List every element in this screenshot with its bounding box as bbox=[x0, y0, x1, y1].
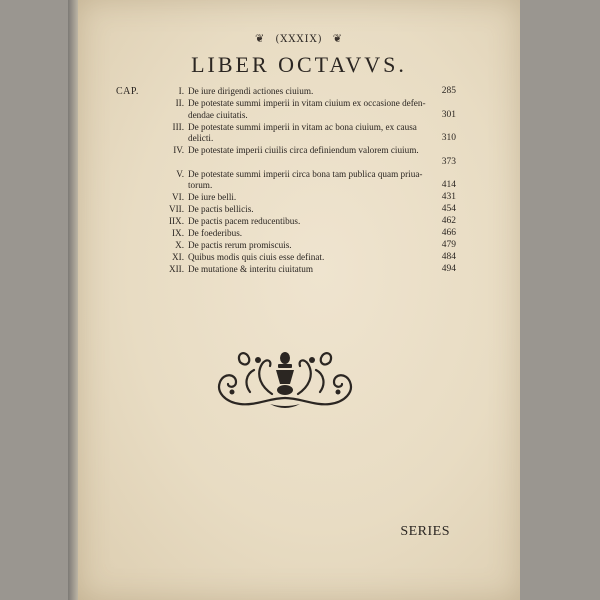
chapter-number: X. bbox=[175, 240, 184, 250]
page-number: 373 bbox=[441, 156, 456, 167]
book-page bbox=[78, 0, 520, 600]
page-number: 301 bbox=[441, 109, 456, 120]
chapter-title: De potestate summi imperii in vitam ac bona ciuium, ex causa bbox=[188, 121, 417, 132]
fleuron-left-icon: ❦ bbox=[254, 32, 266, 45]
chapter-title: De potestate summi imperii in vitam ciuium ex occasione defen- bbox=[188, 98, 426, 108]
chapter-title: De iure dirigendi actiones ciuium. bbox=[188, 86, 314, 96]
chapter-title-continued: dendae ciuitatis. bbox=[188, 109, 248, 120]
toc-entry bbox=[116, 204, 456, 216]
page-number: 484 bbox=[441, 252, 456, 262]
floral-ornament-icon bbox=[210, 348, 360, 414]
page-title: LIBER OCTAVVS. bbox=[191, 52, 407, 77]
toc-entry bbox=[116, 86, 456, 98]
chapter-title: De potestate summi imperii circa bona tam publica quam priua- bbox=[188, 168, 423, 179]
chapter-number: XII. bbox=[168, 264, 184, 274]
cap-label: CAP. bbox=[116, 86, 139, 97]
toc-entry bbox=[116, 240, 456, 252]
chapter-title: De pactis pacem reducentibus. bbox=[188, 216, 301, 226]
page-number: 454 bbox=[441, 204, 456, 214]
chapter-title: De potestate imperii ciuilis circa definiendum valorem ciuium. bbox=[188, 145, 419, 155]
chapter-number: VI. bbox=[172, 192, 184, 202]
fleuron-right-icon: ❦ bbox=[332, 32, 344, 45]
page-number: 285 bbox=[441, 86, 456, 96]
chapter-title: De pactis rerum promiscuis. bbox=[188, 240, 292, 250]
page-number: 462 bbox=[441, 216, 456, 226]
folio-header bbox=[78, 32, 520, 45]
folio-number: (XXXIX) bbox=[275, 34, 323, 45]
chapter-number: III. bbox=[172, 121, 184, 132]
page-number: 414 bbox=[441, 180, 456, 190]
toc-entry bbox=[116, 264, 456, 276]
toc-entry bbox=[116, 98, 456, 121]
toc-entry bbox=[116, 122, 456, 145]
catchword: SERIES bbox=[400, 524, 450, 539]
toc-entry bbox=[116, 252, 456, 264]
chapter-title: Quibus modis quis ciuis esse definat. bbox=[188, 252, 325, 262]
chapter-title-continued: torum. bbox=[188, 180, 213, 190]
chapter-title: De pactis bellicis. bbox=[188, 204, 254, 214]
chapter-title-continued: delicti. bbox=[188, 133, 214, 143]
chapter-number: IIX. bbox=[168, 216, 184, 226]
chapter-number: IV. bbox=[173, 145, 184, 155]
chapter-title: De foederibus. bbox=[188, 228, 243, 238]
toc-entry bbox=[116, 228, 456, 240]
chapter-number: V. bbox=[176, 168, 184, 179]
toc-entry bbox=[116, 216, 456, 228]
chapter-title: De iure belli. bbox=[188, 192, 237, 202]
chapter-title: De mutatione & interitu ciuitatum bbox=[188, 264, 314, 274]
chapter-number: IX. bbox=[172, 228, 184, 238]
toc-entry bbox=[116, 145, 456, 168]
table-of-contents bbox=[116, 86, 456, 276]
chapter-number: VII. bbox=[168, 204, 184, 214]
toc-entry bbox=[116, 169, 456, 192]
chapter-number: I. bbox=[178, 86, 184, 96]
chapter-number: II. bbox=[175, 98, 184, 108]
toc-entry bbox=[116, 192, 456, 204]
page-number: 479 bbox=[441, 240, 456, 250]
page-number: 310 bbox=[441, 133, 456, 143]
page-number: 431 bbox=[441, 192, 456, 202]
page-number: 466 bbox=[441, 228, 456, 238]
chapter-number: XI. bbox=[172, 252, 184, 262]
page-number: 494 bbox=[441, 264, 456, 274]
